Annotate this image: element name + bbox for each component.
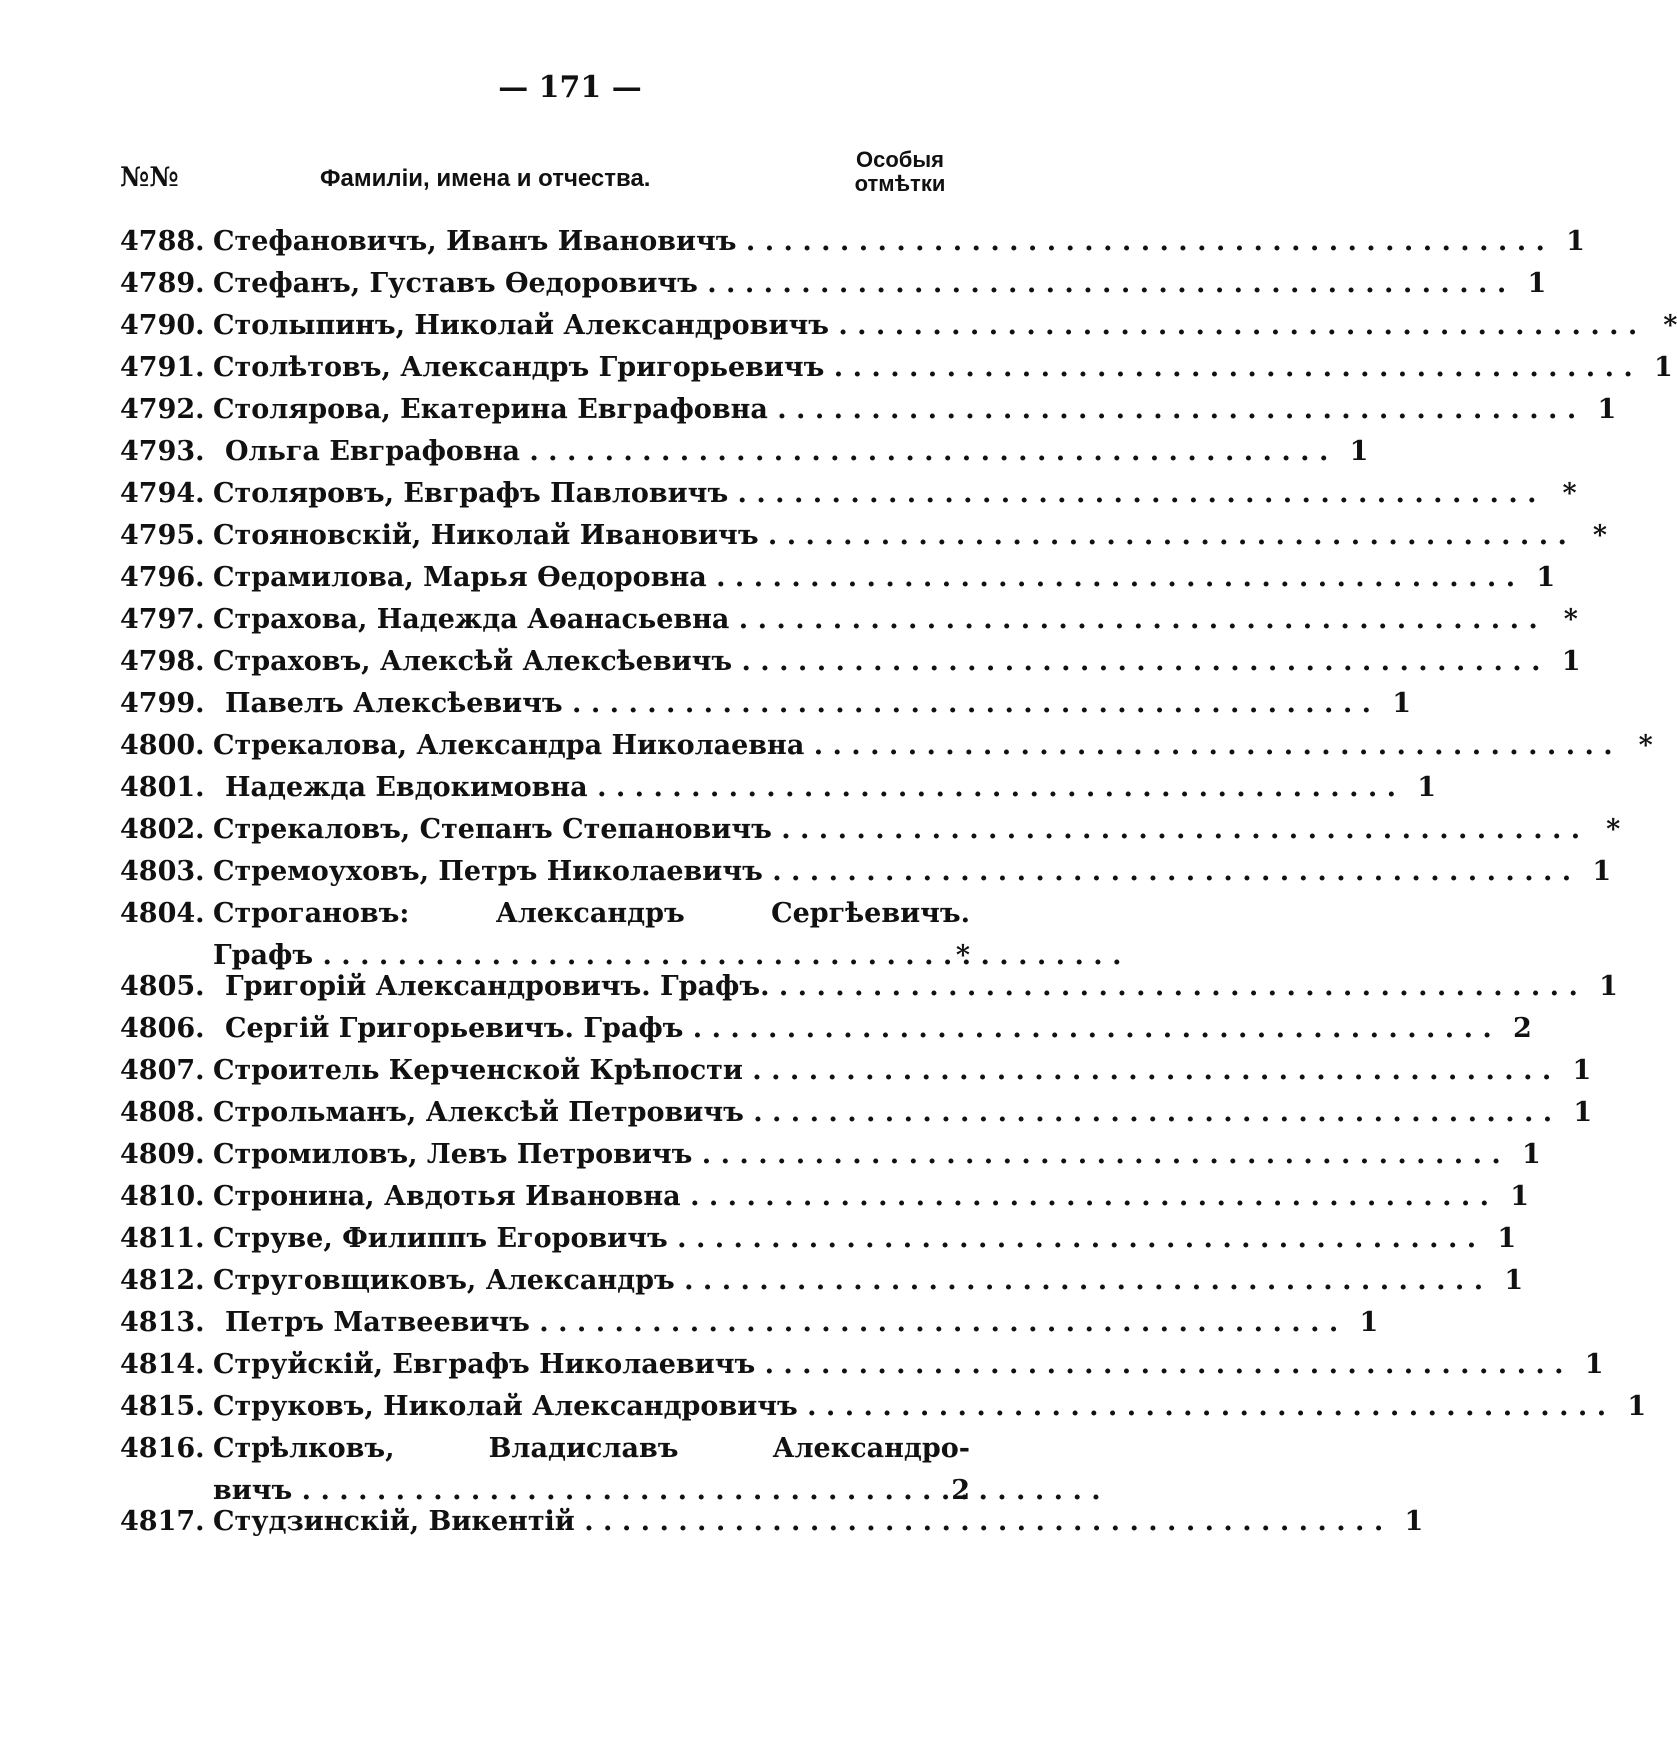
entry-mark: 1 xyxy=(1573,1097,1593,1128)
entry-mark: 1 xyxy=(1592,856,1612,887)
entry-name: Страховъ, Алексѣй Алексѣевичъ . . . xyxy=(213,646,1541,677)
entry-mark: 1 xyxy=(1522,1139,1541,1170)
entry-name: Столѣтовъ, Александръ Григорьевичъ . . . xyxy=(213,352,1633,383)
list-item xyxy=(120,436,1369,478)
entry-number: 4794. xyxy=(120,478,205,509)
list-item xyxy=(120,856,1612,898)
entry-name: Григорій Александровичъ. Графъ. . . . xyxy=(225,971,1578,1002)
entry-name-line2: вичъ . . . xyxy=(213,1475,930,1506)
entry-name: Надежда Евдокимовна . . . xyxy=(225,772,1396,803)
entry-number: 4788. xyxy=(120,226,205,257)
entry-name: Павелъ Алексѣевичъ . . . xyxy=(225,688,1371,719)
list-item xyxy=(120,310,1677,352)
entry-number: 4805. xyxy=(120,971,205,1002)
entry-mark: * xyxy=(1638,730,1653,761)
entry-mark: 1 xyxy=(1349,436,1369,467)
entry-number: 4796. xyxy=(120,562,205,593)
entry-name: Ольга Евграфовна . . . xyxy=(225,436,1328,467)
entry-number: 4790. xyxy=(120,310,205,341)
entry-mark: * xyxy=(1592,520,1607,551)
list-item xyxy=(120,646,1581,688)
column-header-marks xyxy=(830,148,970,196)
entry-number: 4798. xyxy=(120,646,205,677)
column-header-marks-line1: Особыя xyxy=(856,147,944,172)
entry-mark: 1 xyxy=(1654,352,1673,383)
list-item xyxy=(120,1223,1517,1265)
entry-mark: 1 xyxy=(1504,1265,1524,1296)
entry-number: 4806. xyxy=(120,1013,205,1044)
entry-name: Стрекалова, Александра Николаевна . . . xyxy=(213,730,1613,761)
entry-name: Струйскій, Евграфъ Николаевичъ . . . xyxy=(213,1349,1564,1380)
entry-number: 4812. xyxy=(120,1265,205,1296)
entry-number: 4808. xyxy=(120,1097,205,1128)
entry-number: 4810. xyxy=(120,1181,205,1212)
entry-name-line1: Строгановъ: Александръ Сергѣевичъ. xyxy=(213,898,970,929)
entry-name: Петръ Матвеевичъ . . . xyxy=(225,1307,1338,1338)
entry-name: Столыпинъ, Николай Александровичъ . . . xyxy=(213,310,1637,341)
entry-mark: * xyxy=(1606,814,1621,845)
entry-name: Стояновскій, Николай Ивановичъ . . . xyxy=(213,520,1567,551)
entry-mark: * xyxy=(955,940,970,971)
list-item xyxy=(120,688,1412,730)
entry-number: 4799. xyxy=(120,688,205,719)
entry-mark: * xyxy=(1563,604,1578,635)
entry-mark: 1 xyxy=(1527,268,1547,299)
list-item xyxy=(120,971,1618,1013)
entry-number: 4797. xyxy=(120,604,205,635)
entry-name: Стромиловъ, Левъ Петровичъ . . . xyxy=(213,1139,1501,1170)
list-item xyxy=(120,772,1437,814)
list-item xyxy=(120,1349,1604,1391)
list-item xyxy=(120,604,1578,646)
entry-name-line1: Стрѣлковъ, Владиславъ Александро- xyxy=(213,1433,970,1464)
list-item xyxy=(120,394,1617,436)
entry-number: 4789. xyxy=(120,268,205,299)
entry-mark: 2 xyxy=(1513,1013,1532,1044)
list-item xyxy=(120,1506,1424,1548)
entry-number: 4816. xyxy=(120,1433,205,1464)
list-item xyxy=(120,814,1621,856)
entry-mark: 2 xyxy=(951,1475,970,1506)
entry-mark: 1 xyxy=(1392,688,1412,719)
list-item xyxy=(120,898,970,971)
entry-number: 4801. xyxy=(120,772,205,803)
entry-name: Сергій Григорьевичъ. Графъ . . . xyxy=(225,1013,1492,1044)
list-item xyxy=(120,520,1607,562)
entry-mark: 1 xyxy=(1572,1055,1592,1086)
list-item xyxy=(120,1181,1530,1223)
list-item xyxy=(120,1433,970,1506)
entry-name: Струковъ, Николай Александровичъ . . . xyxy=(213,1391,1606,1422)
entry-name: Стронина, Авдотья Ивановна . . . xyxy=(213,1181,1489,1212)
entry-number: 4809. xyxy=(120,1139,205,1170)
entry-number: 4803. xyxy=(120,856,205,887)
entry-mark: 1 xyxy=(1417,772,1437,803)
entry-name: Студзинскій, Викентій . . . xyxy=(213,1506,1383,1537)
entry-mark: 1 xyxy=(1627,1391,1647,1422)
entry-name: Строльманъ, Алексѣй Петровичъ . . . xyxy=(213,1097,1552,1128)
list-item xyxy=(120,1307,1379,1349)
list-item xyxy=(120,1391,1647,1433)
entry-number: 4800. xyxy=(120,730,205,761)
entry-name: Струговщиковъ, Александръ . . . xyxy=(213,1265,1483,1296)
entry-name: Струве, Филиппъ Егоровичъ . . . xyxy=(213,1223,1476,1254)
entry-mark: 1 xyxy=(1566,226,1585,257)
entry-number: 4791. xyxy=(120,352,205,383)
entry-name-line2: Графъ . . . xyxy=(213,940,930,971)
entry-name: Столяровъ, Евграфъ Павловичъ . . . xyxy=(213,478,1537,509)
list-item xyxy=(120,352,1673,394)
entry-mark: 1 xyxy=(1510,1181,1530,1212)
entry-mark: 1 xyxy=(1597,394,1617,425)
entry-number: 4807. xyxy=(120,1055,205,1086)
column-header-number: №№ xyxy=(120,162,179,193)
entry-mark: 1 xyxy=(1359,1307,1379,1338)
entry-number: 4813. xyxy=(120,1307,205,1338)
entry-name: Страхова, Надежда Аѳанасьевна . . . xyxy=(213,604,1538,635)
list-item xyxy=(120,226,1585,268)
list-item xyxy=(120,1013,1532,1055)
entry-number: 4811. xyxy=(120,1223,205,1254)
entry-mark: 1 xyxy=(1536,562,1556,593)
list-item xyxy=(120,730,1653,772)
entry-number: 4815. xyxy=(120,1391,205,1422)
page-number: — 171 — xyxy=(498,70,642,105)
entry-number: 4814. xyxy=(120,1349,205,1380)
entry-name: Стрекаловъ, Степанъ Степановичъ . . . xyxy=(213,814,1580,845)
entry-name: Стремоуховъ, Петръ Николаевичъ . . . xyxy=(213,856,1571,887)
entry-number: 4795. xyxy=(120,520,205,551)
list-item xyxy=(120,1055,1592,1097)
entry-mark: * xyxy=(1663,310,1677,341)
entry-mark: 1 xyxy=(1599,971,1618,1002)
entry-mark: 1 xyxy=(1561,646,1581,677)
list-item xyxy=(120,562,1556,604)
list-item xyxy=(120,1139,1541,1181)
entry-mark: * xyxy=(1562,478,1577,509)
entry-number: 4792. xyxy=(120,394,205,425)
list-item xyxy=(120,1097,1593,1139)
column-header-names: Фамиліи, имена и отчества. xyxy=(320,165,651,192)
entry-name: Строитель Керченской Крѣпости . . . xyxy=(213,1055,1551,1086)
entry-number: 4802. xyxy=(120,814,205,845)
list-item xyxy=(120,268,1547,310)
entry-number: 4804. xyxy=(120,898,205,929)
entry-mark: 1 xyxy=(1584,1349,1604,1380)
entry-mark: 1 xyxy=(1497,1223,1517,1254)
entry-mark: 1 xyxy=(1404,1506,1424,1537)
list-item xyxy=(120,478,1577,520)
column-header-marks-line2: отмѣтки xyxy=(854,171,946,197)
entry-number: 4817. xyxy=(120,1506,205,1537)
entry-name: Стефанъ, Густавъ Ѳедоровичъ . . . xyxy=(213,268,1506,299)
entry-number: 4793. xyxy=(120,436,205,467)
entry-name: Стефановичъ, Иванъ Ивановичъ . . . xyxy=(213,226,1545,257)
list-item xyxy=(120,1265,1524,1307)
entry-name: Страмилова, Марья Ѳедоровна . . . xyxy=(213,562,1515,593)
entry-name: Столярова, Екатерина Евграфовна . . . xyxy=(213,394,1576,425)
entry-list xyxy=(120,226,1677,1548)
